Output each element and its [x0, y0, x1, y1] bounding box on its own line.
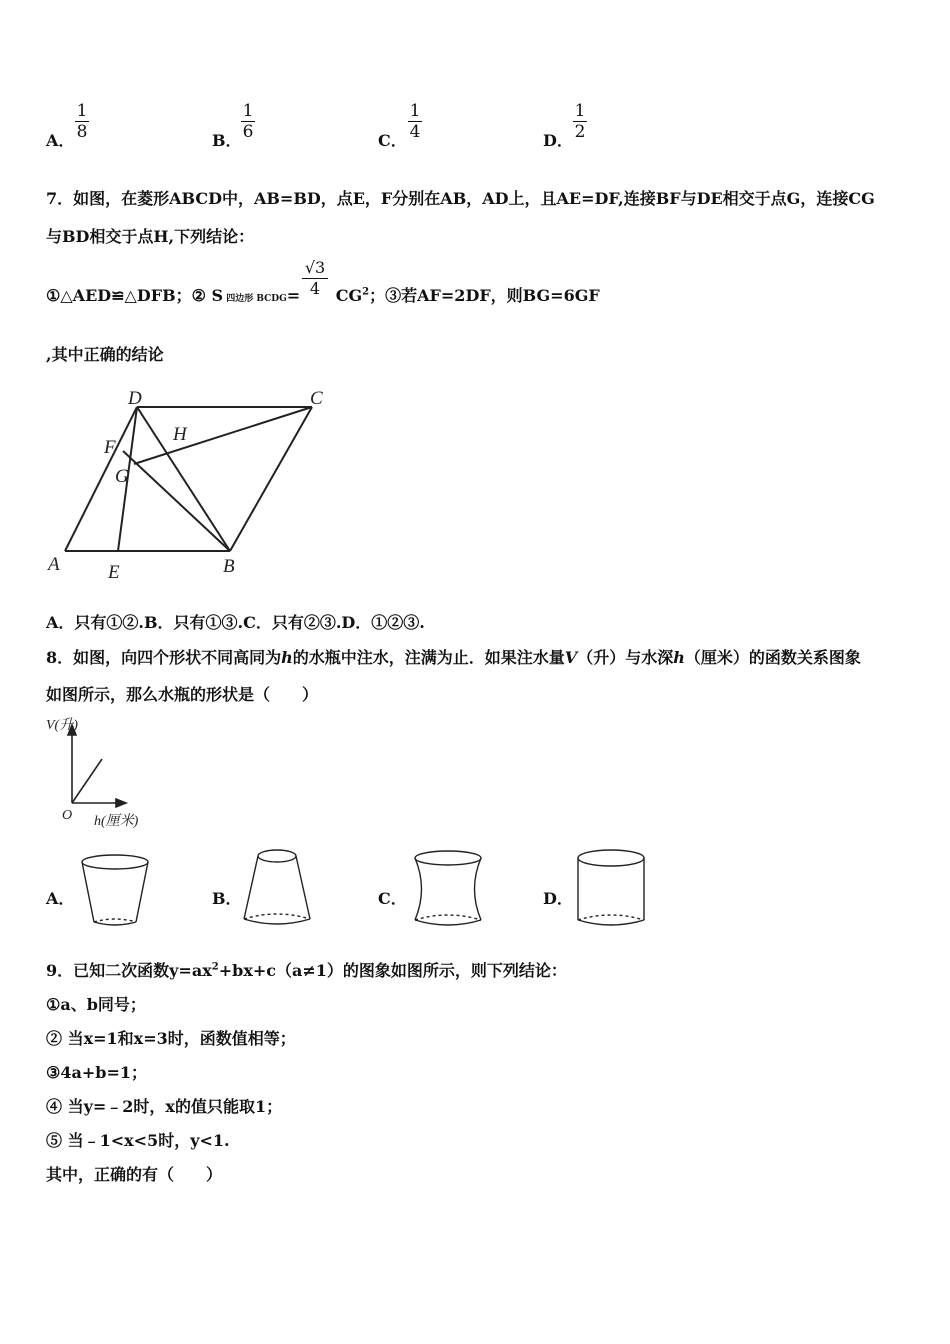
- q7-line-1: 7．如图，在菱形ABCD中，AB=BD，点E，F分别在AB，AD上，且AE=DF,连接BF与DE相交于点G，连接CG: [46, 189, 875, 208]
- q9-line-1: [46, 958, 567, 981]
- fraction-numerator: √3: [302, 259, 328, 279]
- graph-x-label: h(厘米): [94, 814, 139, 829]
- fraction-denominator: 4: [309, 279, 321, 298]
- q9-item-2: ② 当x=1和x=3时，函数值相等；: [46, 1029, 296, 1048]
- point-label-h: H: [173, 424, 187, 445]
- q7-cg-term: CG: [330, 286, 363, 305]
- q8-text-c: （升）与水深: [577, 648, 674, 667]
- q6-option-a-label: A．: [46, 131, 75, 150]
- point-label-d: D: [128, 388, 142, 409]
- bottle-d-cylinder: [574, 846, 648, 932]
- q8-option-b-label: B．: [212, 889, 242, 908]
- fraction-denominator: 2: [574, 122, 586, 142]
- bottle-a-widening-top: [78, 848, 154, 930]
- q7-conclusion-1: ①△AED≌△DFB；② S: [46, 286, 224, 305]
- q8-option-c-label: C．: [378, 889, 407, 908]
- bottle-c-narrow-middle: [410, 846, 486, 932]
- q8-var-v: V: [564, 648, 578, 667]
- q8-line-1: [46, 645, 861, 668]
- graph-y-label: V(升): [46, 718, 78, 733]
- point-label-b: B: [223, 556, 235, 577]
- q6-option-b-fraction: [241, 102, 255, 142]
- x-axis-arrow: [116, 799, 126, 807]
- q9-text-b: +bx+c（a≠1）的图象如图所示，则下列结论：: [218, 961, 567, 980]
- q9-sup: 2: [211, 961, 219, 973]
- q9-item-5: ⑤ 当﹣1<x<5时，y<1.: [46, 1131, 230, 1150]
- q6-option-b-label: B．: [212, 131, 242, 150]
- point-label-c: C: [310, 388, 323, 409]
- q8-option-a-label: A．: [46, 889, 75, 908]
- point-label-f: F: [104, 437, 116, 458]
- point-label-e: E: [108, 562, 120, 583]
- q8-volume-depth-graph: [40, 715, 200, 830]
- q7-conclusion-3: ；③若AF=2DF，则BG=6GF: [369, 286, 600, 305]
- q8-text-a: 8．如图，向四个形状不同高同为: [46, 648, 282, 667]
- q8-text-d: （厘米）的函数关系图象: [684, 648, 861, 667]
- q6-option-c-label: C．: [378, 131, 407, 150]
- q9-item-3: ③4a+b=1；: [46, 1063, 147, 1082]
- q8-option-d-label: D．: [543, 889, 573, 908]
- q9-item-1: ①a、b同号；: [46, 995, 146, 1014]
- fraction-denominator: 4: [409, 122, 421, 142]
- q8-var-h: h: [281, 648, 293, 667]
- fraction-numerator: 1: [574, 101, 586, 121]
- q8-text-b: 的水瓶中注水，注满为止．如果注水量: [292, 648, 565, 667]
- q7-answer-options: A．只有①②.B．只有①③.C．只有②③.D．①②③.: [46, 613, 425, 632]
- q9-item-4: ④ 当y=﹣2时，x的值只能取1；: [46, 1097, 283, 1116]
- graph-origin-label: O: [62, 808, 73, 823]
- fraction-numerator: 1: [409, 101, 421, 121]
- q7-subscript: 四边形 BCDG: [223, 294, 287, 304]
- q6-option-d-fraction: [573, 102, 587, 142]
- q7-line-2: 与BD相交于点H,下列结论：: [46, 227, 255, 246]
- fraction-denominator: 8: [76, 122, 88, 142]
- bottle-b-widening-bottom: [240, 845, 314, 931]
- q7-equals: =: [286, 286, 301, 305]
- v-h-line: [72, 759, 102, 803]
- q7-cg-sup: 2: [362, 286, 370, 298]
- q8-line-2: 如图所示，那么水瓶的形状是（ ）: [46, 685, 319, 704]
- q7-line-4: ,其中正确的结论: [46, 345, 164, 364]
- q7-rhombus-figure: [40, 380, 340, 590]
- point-label-a: A: [48, 554, 60, 575]
- q8-var-h2: h: [673, 648, 685, 667]
- fraction-numerator: 1: [76, 101, 88, 121]
- q6-option-a-fraction: [75, 102, 89, 142]
- q6-option-d-label: D．: [543, 131, 573, 150]
- q6-option-c-fraction: [408, 102, 422, 142]
- fraction-numerator: 1: [242, 101, 254, 121]
- fraction-denominator: 6: [242, 122, 254, 142]
- q9-text-a: 9．已知二次函数y=ax: [46, 961, 212, 980]
- q9-last-line: 其中，正确的有（ ）: [46, 1165, 223, 1184]
- segment-bf: [123, 451, 230, 551]
- q7-sqrt3-over-4-fraction: [302, 259, 328, 299]
- point-label-g: G: [115, 466, 129, 487]
